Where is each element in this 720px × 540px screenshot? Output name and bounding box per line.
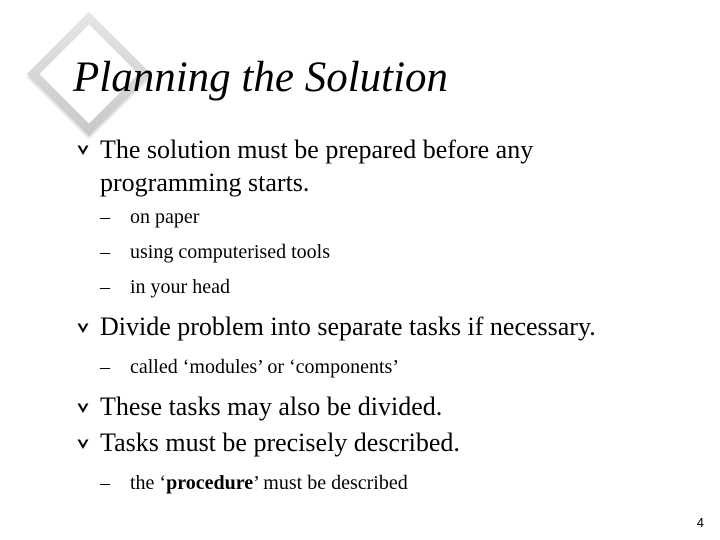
- sub-item: [100, 471, 408, 495]
- bullet-text: The solution must be prepared before any: [100, 135, 534, 164]
- sub-dash: –: [100, 206, 110, 228]
- sub-item-text-bold: procedure: [166, 472, 254, 494]
- sub-item-text: in your head: [130, 276, 230, 298]
- sub-dash: –: [100, 356, 110, 378]
- sub-item-text-after: ’ must be described: [253, 472, 408, 494]
- page-number: 4: [696, 515, 704, 530]
- sub-item-text-before: the ‘: [130, 472, 167, 494]
- bullet-text-continued: programming starts.: [100, 168, 310, 197]
- sub-item: [100, 240, 330, 264]
- sub-item-text: using computerised tools: [130, 241, 330, 263]
- checkmark-v-icon: [77, 144, 89, 156]
- sub-item: [100, 355, 399, 379]
- sub-dash: –: [100, 241, 110, 263]
- sub-item: [100, 205, 199, 229]
- sub-item-text: called ‘modules’ or ‘components’: [130, 356, 399, 378]
- checkmark-v-icon: [77, 402, 89, 414]
- bullet-text: Tasks must be precisely described.: [100, 428, 460, 457]
- checkmark-v-icon: [77, 322, 89, 334]
- slide-title: Planning the Solution: [73, 54, 449, 101]
- bullet-text: These tasks may also be divided.: [100, 392, 443, 421]
- sub-item: [100, 275, 230, 299]
- checkmark-v-icon: [77, 438, 89, 450]
- sub-item-text: on paper: [130, 206, 200, 228]
- bullet-text: Divide problem into separate tasks if necessary.: [100, 312, 596, 341]
- sub-dash: –: [100, 472, 110, 494]
- sub-dash: –: [100, 276, 110, 298]
